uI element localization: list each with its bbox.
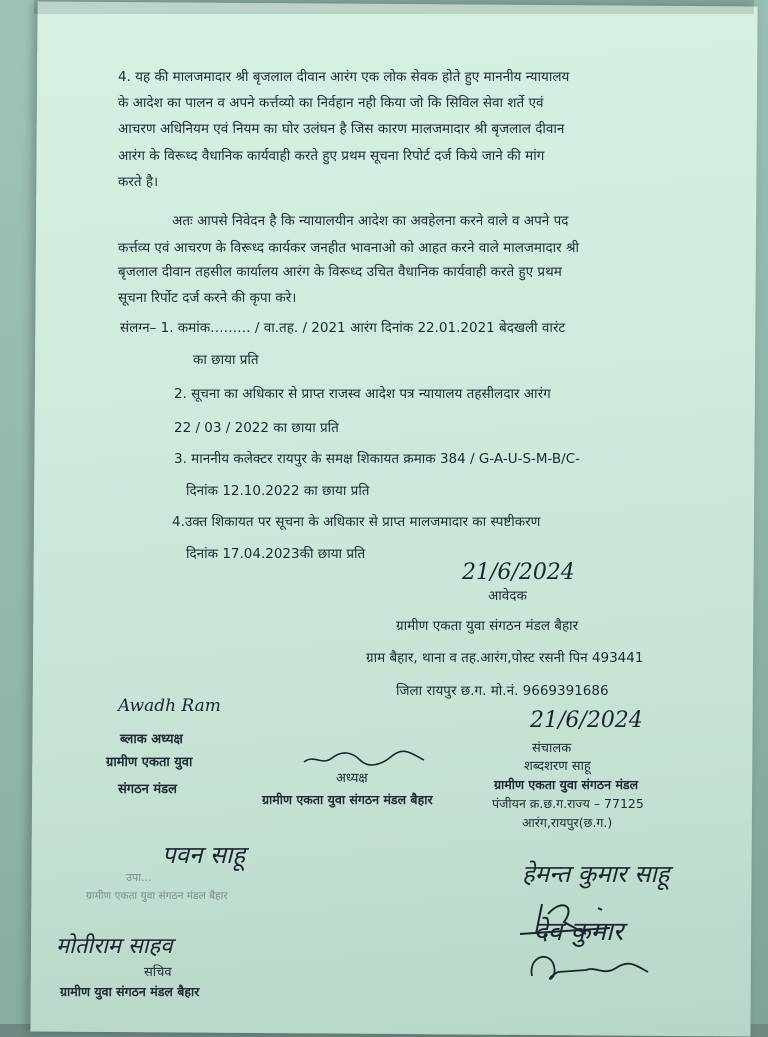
block-president-org1: ग्रामीण एकता युवा (106, 755, 193, 770)
organizer-title: संचालक (532, 741, 572, 756)
applicant-date-signature: 21/6/2024 (462, 560, 575, 585)
organizer-org: ग्रामीण एकता युवा संगठन मंडल (494, 777, 639, 792)
page-top-shadow (34, 0, 754, 14)
dev-signature: देव कुमार (534, 917, 624, 947)
applicant-org: ग्रामीण एकता युवा संगठन मंडल बैहार (396, 618, 579, 634)
para4-line1: 4. यह की मालजमादार श्री बृजलाल दीवान आरंग एक लोक सेवक होते हुए माननीय न्यायालय (118, 69, 570, 85)
request-line3: बृजलाल दीवान तहसील कार्यालय आरंग के विरूध्द उचित वैधानिक कार्यवाही करते हुए प्रथम (118, 264, 562, 280)
enclosure-2b: 22 / 03 / 2022 का छाया प्रति (174, 420, 339, 436)
request-line1: अतः आपसे निवेदन है कि न्यायालयीन आदेश का अवहेलना करने वाले व अपने पद (172, 213, 569, 229)
president-org: ग्रामीण एकता युवा संगठन मंडल बैहार (262, 792, 433, 807)
enclosure-4a: 4.उक्त शिकायत पर सूचना के अधिकार से प्राप्त मालजमादार का स्पष्टीकरण (172, 514, 541, 530)
enclosure-4b: दिनांक 17.04.2023की छाया प्रति (186, 546, 366, 562)
applicant-label: आवेदक (488, 588, 527, 604)
final-signature (524, 946, 654, 986)
secretary-signature: मोतीराम साहव (56, 934, 173, 959)
organizer-registration: पंजीयन क्र.छ.ग.राज्य – 77125 (492, 796, 644, 811)
secretary-title: सचिव (144, 965, 172, 980)
block-president-title: ब्लाक अध्यक्ष (120, 732, 183, 747)
applicant-address: ग्राम बैहार, थाना व तह.आरंग,पोस्ट रसनी पिन 493441 (366, 650, 644, 666)
block-president-org2: संगठन मंडल (118, 782, 177, 797)
applicant-district: जिला रायपुर छ.ग. मो.नं. 9669391686 (396, 683, 609, 699)
para4-line4: आरंग के विरूध्द वैधानिक कार्यवाही करते हुए प्रथम सूचना रिपोर्ट दर्ज किये जाने की मांग (118, 148, 545, 164)
para4-line5: करते है। (118, 174, 159, 190)
request-line4: सूचना रिर्पोट दर्ज करने की कृपा करे। (118, 290, 297, 306)
enclosure-3b: दिनांक 12.10.2022 का छाया प्रति (186, 483, 370, 499)
vice-president-org: ग्रामीण एकता युवा संगठन मंडल बैहार (86, 890, 228, 902)
enclosure-1b: का छाया प्रति (193, 352, 259, 368)
organizer-name: शब्दशरण साहू (524, 759, 591, 774)
enclosure-3a: 3. माननीय कलेक्टर रायपुर के समक्ष शिकायत क्रमाक 384 / G-A-U-S-M-B/C- (174, 451, 581, 467)
block-president-signature: Awadh Ram (118, 696, 221, 716)
secretary-org: ग्रामीण युवा संगठन मंडल बैहार (60, 984, 200, 999)
para4-line2: के आदेश का पालन व अपने कर्त्तव्यो का निर्वहान नही किया जो कि सिविल सेवा शर्ते एवं (118, 95, 544, 111)
enclosure-2a: 2. सूचना का अधिकार से प्राप्त राजस्व आदेश पत्र न्यायालय तहसीलदार आरंग (174, 386, 551, 402)
president-signature (300, 748, 430, 770)
vice-president-title: उपा... (126, 871, 152, 884)
vice-president-signature: पवन साहू (162, 841, 246, 869)
organizer-date-signature: 21/6/2024 (530, 708, 643, 733)
enclosure-1a: संलग्न– 1. कमांक……… / वा.तह. / 2021 आरंग दिनांक 22.01.2021 बेदखली वारंट (120, 320, 566, 336)
hemant-signature: हेमन्त कुमार साहू (522, 860, 670, 888)
request-line2: कर्त्तव्य एवं आचरण के विरूध्द कार्यकर जनहीत भावनाओ को आहत करने वाले मालजमादार श्री (118, 240, 580, 256)
president-title: अध्यक्ष (336, 771, 368, 786)
para4-line3: आचरण अधिनियम एवं नियम का घोर उलंघन है जिस कारण मालजमादार श्री बृजलाल दीवान (118, 121, 565, 137)
organizer-place: आरंग,रायपुर(छ.ग.) (522, 815, 613, 830)
